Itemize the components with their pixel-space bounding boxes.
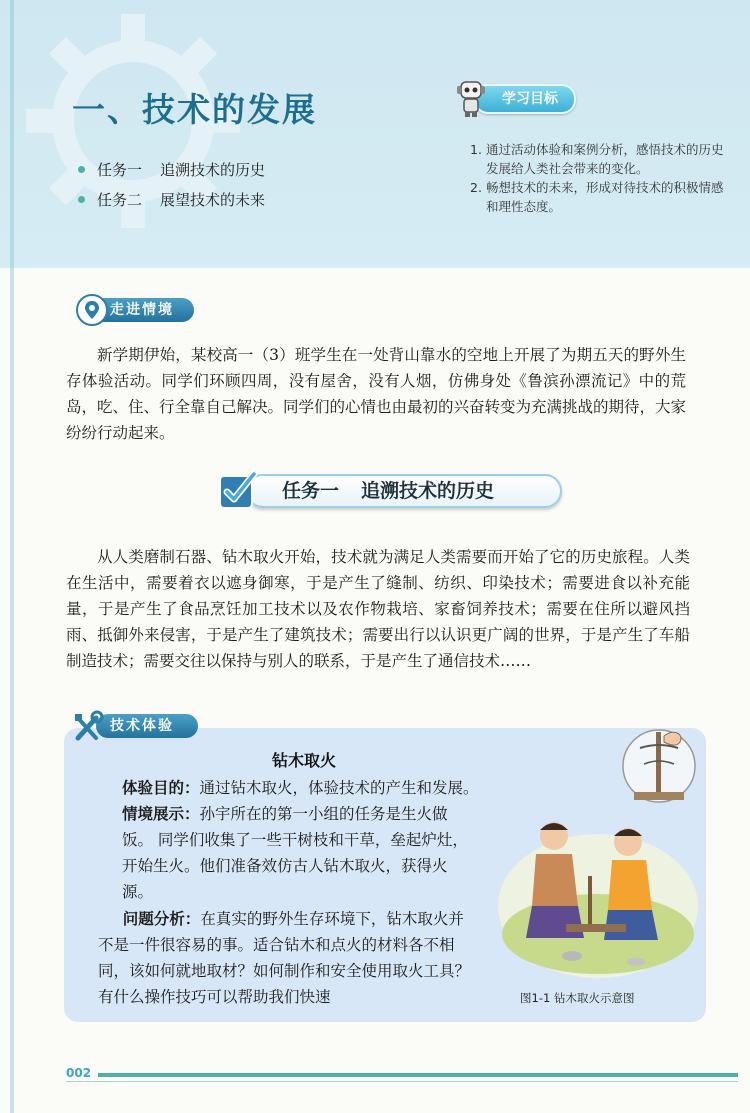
checkmark-icon (216, 468, 260, 512)
experience-title: 钻木取火 (272, 751, 337, 770)
goal-item-2 (470, 178, 730, 216)
task-paragraph: 从人类磨制石器、钻木取火开始，技术就为满足人类需要而开始了它的历史旅程。人类在生活中，需要着衣以遮身御寒，于是产生了缝制、纺织、印染技术；需要进食以补充能量，于是产生了食品烹饪加工技术以及农作物栽培、家畜饲养技术；需要在住所以避风挡雨、抵御外来侵害，于是产生了建筑技术；需要出行以认识更广阔的世界，于是产生了车船制造技术；需要交往以保持与别人的联系，于是产生了通信技术…… (66, 548, 690, 670)
task-banner-title: 追溯技术的历史 (361, 480, 495, 502)
robot-icon (454, 78, 488, 118)
task-banner (216, 468, 566, 516)
situation-text: 孙宇所在的第一小组的任务是生火做饭。 同学们收集了一些干树枝和干草，垒起炉灶，开始生火。他们准备效仿古人钻木取火，获得火源。 (122, 805, 468, 901)
scene-badge (76, 294, 202, 326)
task-list (78, 154, 265, 214)
experience-badge (72, 710, 204, 744)
figure-caption: 图1-1 钻木取火示意图 (520, 991, 635, 1005)
goal-item-1 (470, 140, 730, 178)
purpose-label: 体验目的： (122, 779, 200, 797)
task-item-name: 任务一 (97, 160, 143, 179)
experience-analysis (98, 906, 470, 1010)
task-item-title: 追溯技术的历史 (160, 160, 266, 179)
goal-number: 2. (470, 180, 482, 195)
scene-badge-label: 走进情境 (82, 298, 194, 322)
purpose-text: 通过钻木取火，体验技术的产生和发展。 (199, 779, 479, 797)
children-drilling-fire-illustration (496, 806, 700, 980)
experience-badge-label: 技术体验 (96, 714, 198, 738)
experience-situation (122, 801, 472, 905)
goal-text: 通过活动体验和案例分析，感悟技术的历史发展给人类社会带来的变化。 (486, 142, 724, 176)
margin-line (10, 0, 14, 1113)
experience-purpose (122, 775, 522, 801)
task-item-name: 任务二 (97, 190, 143, 209)
footer-rule (98, 1073, 738, 1077)
task-item-1 (78, 154, 265, 184)
page-number: 002 (66, 1066, 92, 1080)
goal-text: 畅想技术的未来，形成对待技术的积极情感和理性态度。 (486, 180, 724, 214)
chapter-title: 一、技术的发展 (72, 90, 317, 129)
task-banner-bar (246, 474, 562, 508)
wrench-screwdriver-icon (72, 710, 104, 744)
goal-number: 1. (470, 142, 482, 157)
fire-drill-illustration (620, 718, 698, 818)
task-item-title: 展望技术的未来 (160, 190, 266, 209)
task-banner-name: 任务一 (282, 480, 340, 502)
scene-paragraph: 新学期伊始，某校高一（3）班学生在一处背山靠水的空地上开展了为期五天的野外生存体验活动。同学们环顾四周，没有屋舍，没有人烟，仿佛身处《鲁滨孙漂流记》中的荒岛，吃、住、行全靠自己解决。同学们的心情也由最初的兴奋转变为充满挑战的期待，大家纷纷行动起来。 (66, 346, 687, 442)
situation-label: 情境展示： (122, 805, 200, 823)
analysis-label: 问题分析： (122, 910, 201, 928)
location-pin-icon (76, 294, 108, 326)
learning-goals-label: 学习目标 (474, 84, 576, 114)
bullet-icon (78, 166, 85, 173)
learning-goals-list (470, 140, 730, 216)
bullet-icon (78, 196, 85, 203)
task-item-2 (78, 184, 265, 214)
analysis-text: 在真实的野外生存环境下，钻木取火并不是一件很容易的事。适合钻木和点火的材料各不相同，该如何就地取材？如何制作和安全使用取火工具？有什么操作技巧可以帮助我们快速 (98, 910, 471, 1006)
learning-goals-badge (454, 78, 576, 116)
footer-rule-thin (66, 1081, 738, 1082)
